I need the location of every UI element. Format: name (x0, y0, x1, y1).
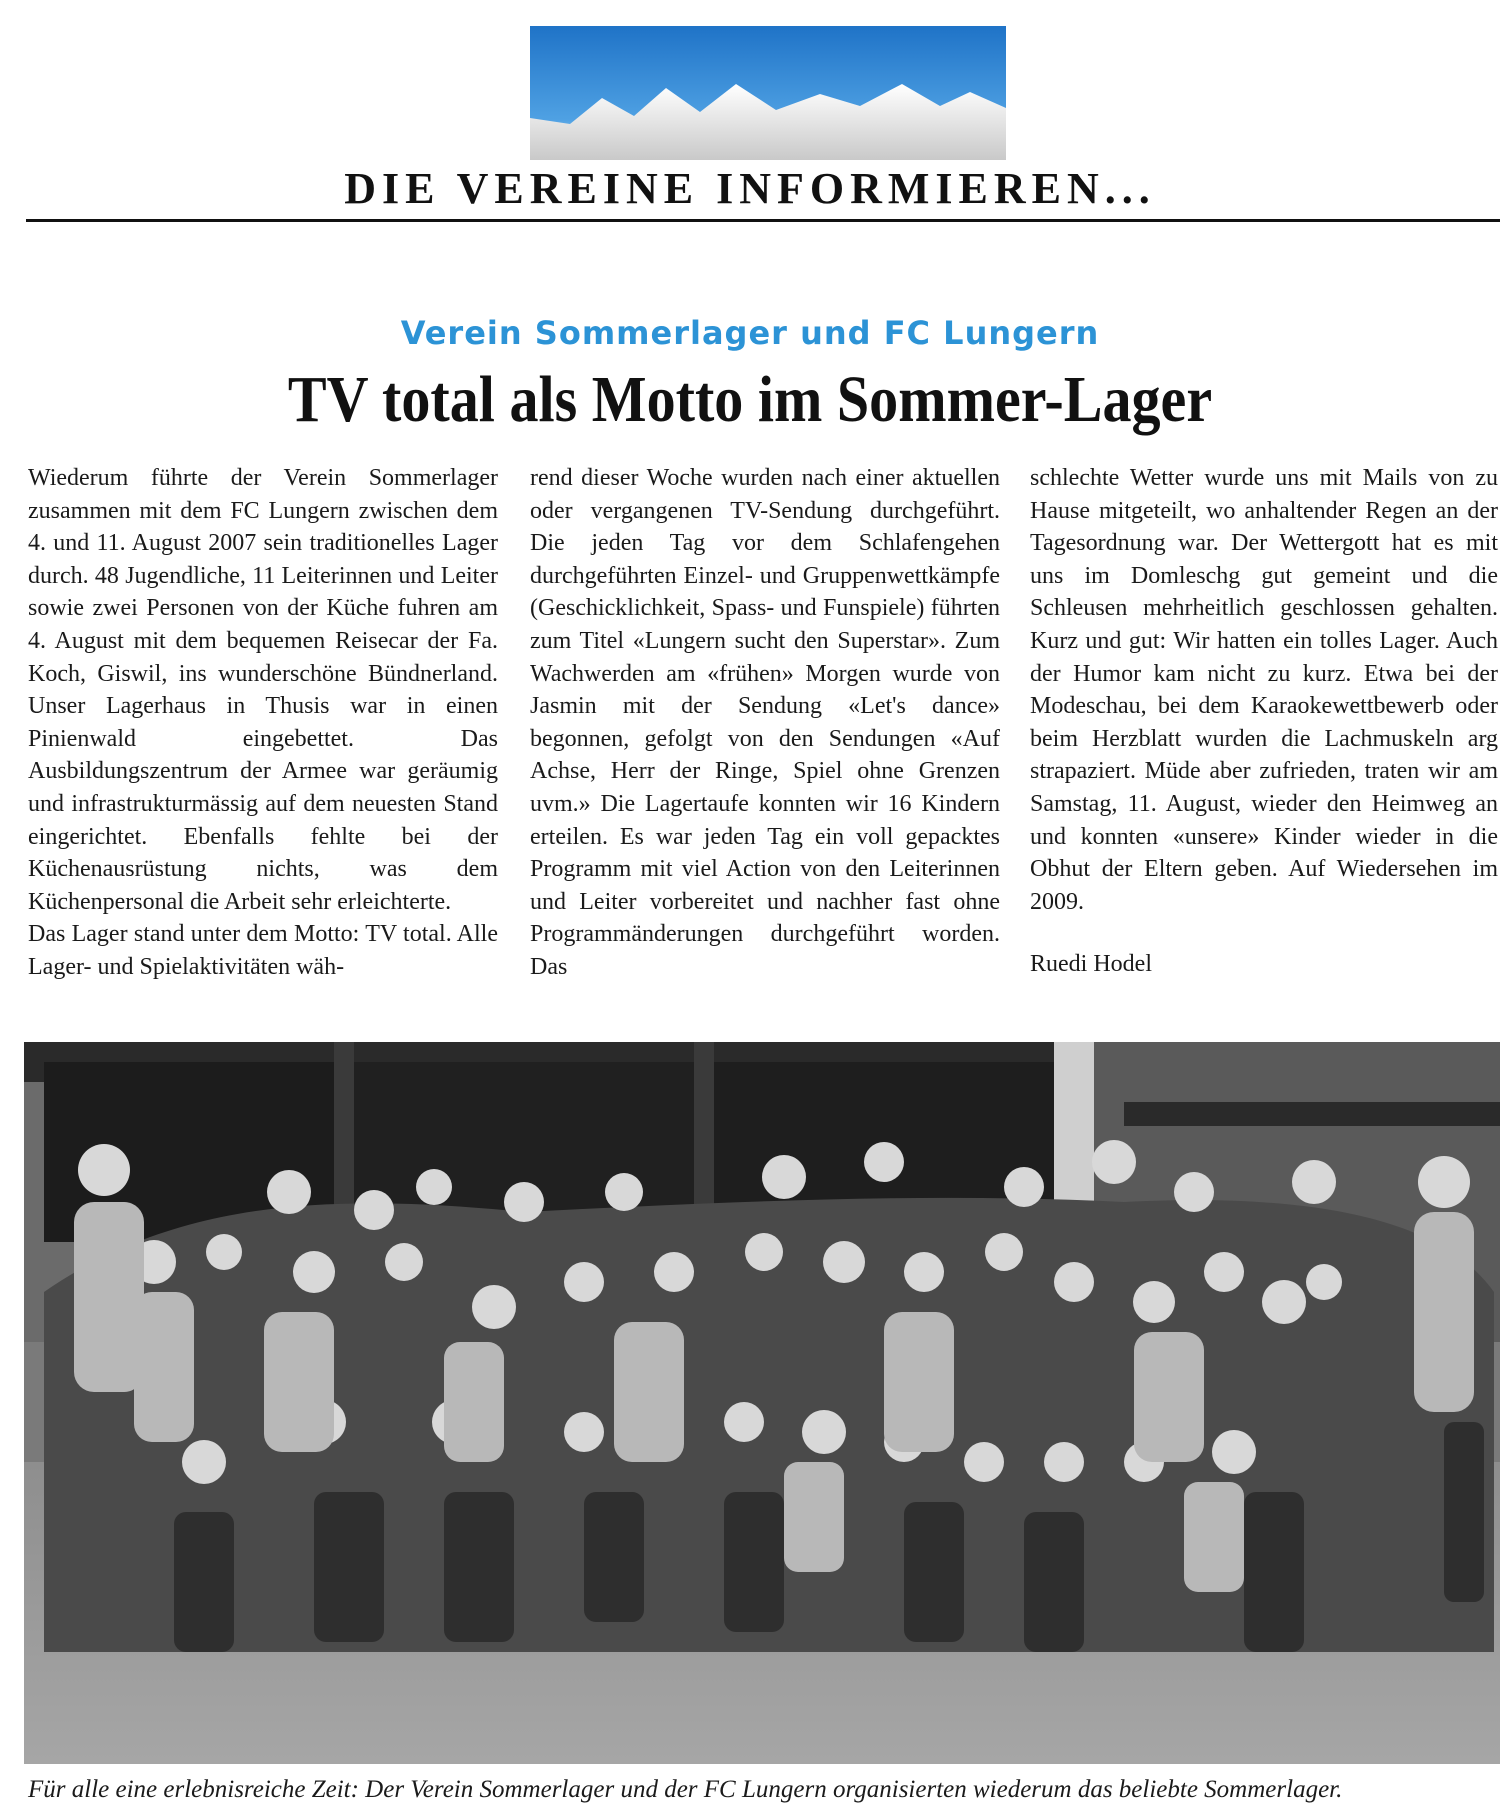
section-title: DIE VEREINE INFORMIEREN... (344, 164, 1156, 213)
mountain-logo (530, 26, 1006, 160)
paragraph: Wiederum führte der Verein Sommerlager zusammen mit dem FC Lungern zwischen dem 4. und 11. August 2007 sein traditionelles Lager durch. 48 Jugendliche, 11 Leiterinnen und Leiter sowie zwei Personen von der Küche fuhren am 4. August mit dem bequemen Reisecar der Fa. Koch, Giswil, ins wunderschöne Bündnerland. Unser Lagerhaus in Thusis war in einen Pinienwald eingebettet. Das Ausbildungszentrum der Armee war geräumig und infrastrukturmässig auf dem neuesten Stand eingerichtet. Ebenfalls fehlte bei der Küchenausrüstung nichts, was dem Küchenpersonal die Arbeit sehr erleichterte. (28, 465, 498, 915)
paragraph: Das Lager stand unter dem Motto: TV total. Alle Lager- und Spielaktivitäten wäh- (28, 921, 498, 980)
article-column-1 (28, 462, 498, 984)
article-headline: TV total als Motto im Sommer-Lager (287, 363, 1213, 436)
paragraph: rend dieser Woche wurden nach einer aktuellen oder vergangenen TV-Sendung durchgeführt. Die jeden Tag vor dem Schlafengehen durchgeführten Einzel- und Gruppenwettkämpfe (Geschicklichkeit, Spass- und Funspiele) führten zum Titel «Lungern sucht den Superstar». Zum Wachwerden am «frühen» Morgen wurde von Jasmin mit der Sendung «Let's dance» begonnen, gefolgt von den Sendungen «Auf Achse, Herr der Ringe, Spiel ohne Grenzen uvm.» Die Lagertaufe konnten wir 16 Kindern erteilen. Es war jeden Tag ein voll gepacktes Programm mit viel Action von den Leiterinnen und Leiter vorbereitet und nachher fast ohne Programmänderungen durchgeführt worden. Das (530, 465, 1000, 980)
article-kicker: Verein Sommerlager und FC Lungern (400, 314, 1100, 352)
article-column-2 (530, 462, 1000, 984)
article-column-3 (1030, 462, 1498, 981)
photo-caption: Für alle eine erlebnisreiche Zeit: Der Verein Sommerlager und der FC Lungern organisierten wiederum das beliebte Sommerlager. (28, 1776, 1343, 1803)
mountain-icon (530, 26, 1006, 160)
group-photo-image (24, 1042, 1500, 1764)
article-author: Ruedi Hodel (1030, 951, 1152, 978)
paragraph: schlechte Wetter wurde uns mit Mails von zu Hause mitgeteilt, wo anhaltender Regen an der Tagesordnung war. Der Wettergott hat es mit uns im Domleschg gut gemeint und die Schleusen mehrheitlich geschlossen gehalten. Kurz und gut: Wir hatten ein tolles Lager. Auch der Humor kam nicht zu kurz. Etwa bei der Modeschau, bei dem Karaokewettbewerb oder beim Herzblatt wurden die Lachmuskeln arg strapaziert. Müde aber zufrieden, traten wir am Samstag, 11. August, wieder den Heimweg an und konnten «unsere» Kinder wieder in die Obhut der Eltern geben. Auf Wiedersehen im 2009. (1030, 465, 1498, 915)
group-photo (24, 1042, 1500, 1764)
section-divider (26, 219, 1500, 222)
